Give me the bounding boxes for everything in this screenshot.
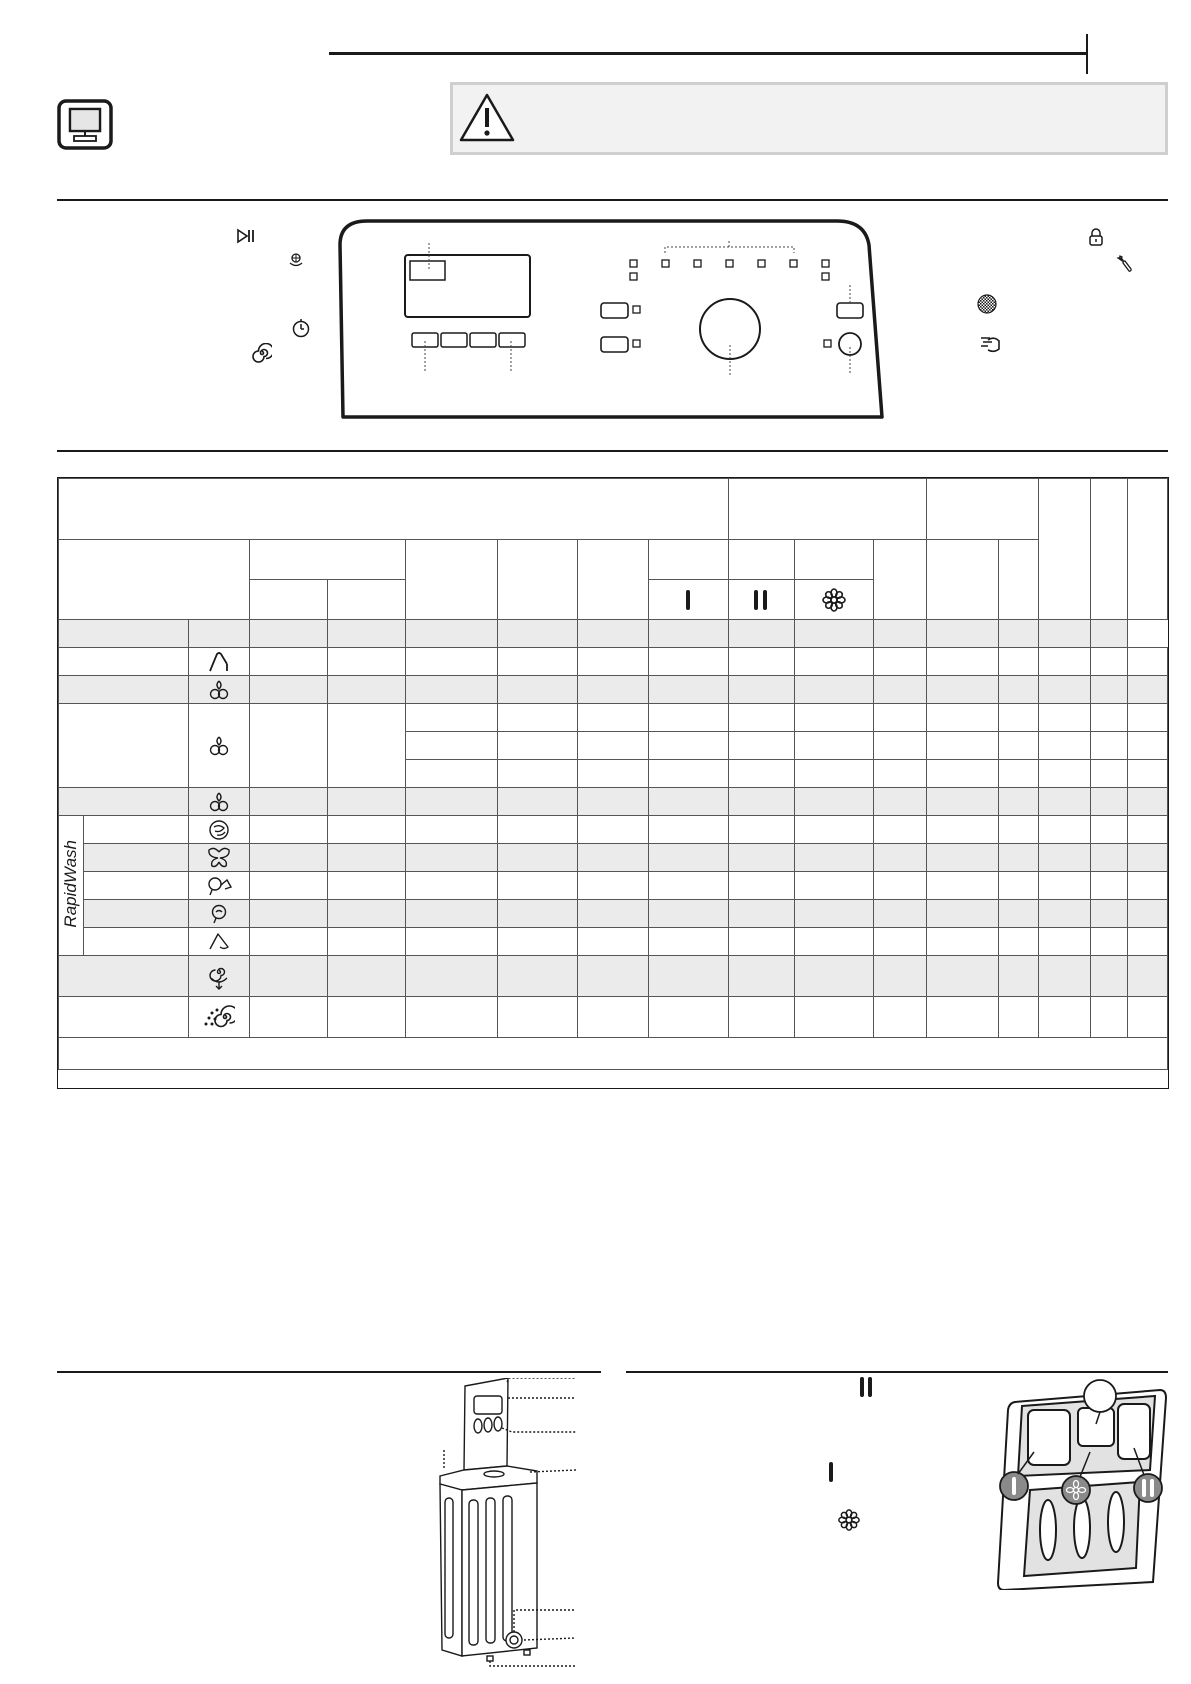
section-rule-dispenser [626, 1371, 1168, 1373]
delay-timer-icon [291, 318, 311, 338]
table-header-slot-1 [648, 540, 728, 580]
table-header-g2 [927, 540, 999, 620]
table-row [59, 648, 1168, 676]
table-header-programs [59, 540, 250, 620]
rinse-spin-icon [189, 997, 249, 1038]
rapid-wash-text: RapidWash [61, 840, 81, 928]
control-panel-diagram [337, 215, 885, 420]
table-header-temp-a [249, 580, 327, 620]
hand-wash-icon [978, 334, 1002, 354]
spin-drain-icon [189, 956, 249, 997]
cotton-icon [189, 704, 249, 788]
rapid-wash-label [59, 816, 84, 956]
program-table [57, 477, 1169, 1089]
warning-box [450, 82, 1168, 155]
section-rule-control-panel [57, 199, 1168, 201]
table-row [59, 620, 1168, 648]
table-header-slot-3 [794, 540, 873, 580]
table-row [59, 997, 1168, 1038]
wool-icon [189, 872, 249, 900]
mix-icon [189, 816, 249, 844]
table-header-program [59, 479, 729, 540]
dispenser-i-symbol [826, 1460, 836, 1484]
cotton-icon [189, 676, 249, 704]
table-row [59, 900, 1168, 928]
rinse-icon [287, 251, 305, 269]
lock-icon [1088, 228, 1104, 246]
table-row [59, 844, 1168, 872]
table-row [59, 872, 1168, 900]
table-header-load [498, 540, 578, 620]
stain-icon [977, 294, 997, 314]
monitor-icon [57, 99, 113, 150]
table-row [59, 956, 1168, 997]
table-header-dispenser [728, 479, 927, 540]
silk-icon [189, 900, 249, 928]
section-rule-machine [57, 1371, 601, 1373]
warning-triangle-icon [458, 92, 516, 144]
section-rule-program-table [57, 450, 1168, 452]
header-tick [1086, 34, 1088, 74]
spin-icon [252, 343, 272, 363]
dispenser-ii-symbol [728, 580, 794, 620]
table-row [59, 676, 1168, 704]
table-row [59, 704, 1168, 732]
table-row [59, 928, 1168, 956]
header-rule [329, 52, 1086, 55]
table-header-slot-2 [728, 540, 794, 580]
table-header-group [927, 479, 1038, 540]
dispenser-ii-symbol [858, 1375, 874, 1399]
wrench-icon [1116, 253, 1134, 273]
table-row [59, 788, 1168, 816]
table-footer-row [59, 1038, 1168, 1070]
flower-icon [837, 1508, 861, 1532]
table-header-g1 [874, 540, 927, 620]
table-header-spin [405, 540, 497, 620]
table-header-temp-b [327, 580, 405, 620]
table-header-col-a [1038, 479, 1090, 620]
synthetics-icon [189, 648, 249, 676]
dispenser-i-symbol [648, 580, 728, 620]
dispenser-drawer-diagram [990, 1378, 1170, 1590]
table-row [59, 816, 1168, 844]
play-pause-icon [236, 228, 256, 244]
cotton-icon [189, 788, 249, 816]
flower-icon [794, 580, 873, 620]
table-header-temperature [249, 540, 405, 580]
table-header-col-b [1090, 479, 1127, 620]
washing-machine-diagram [432, 1378, 582, 1668]
table-header-col-c [1127, 479, 1167, 620]
delicates-icon [189, 844, 249, 872]
synthetics-quick-icon [189, 928, 249, 956]
table-header-duration [578, 540, 648, 620]
